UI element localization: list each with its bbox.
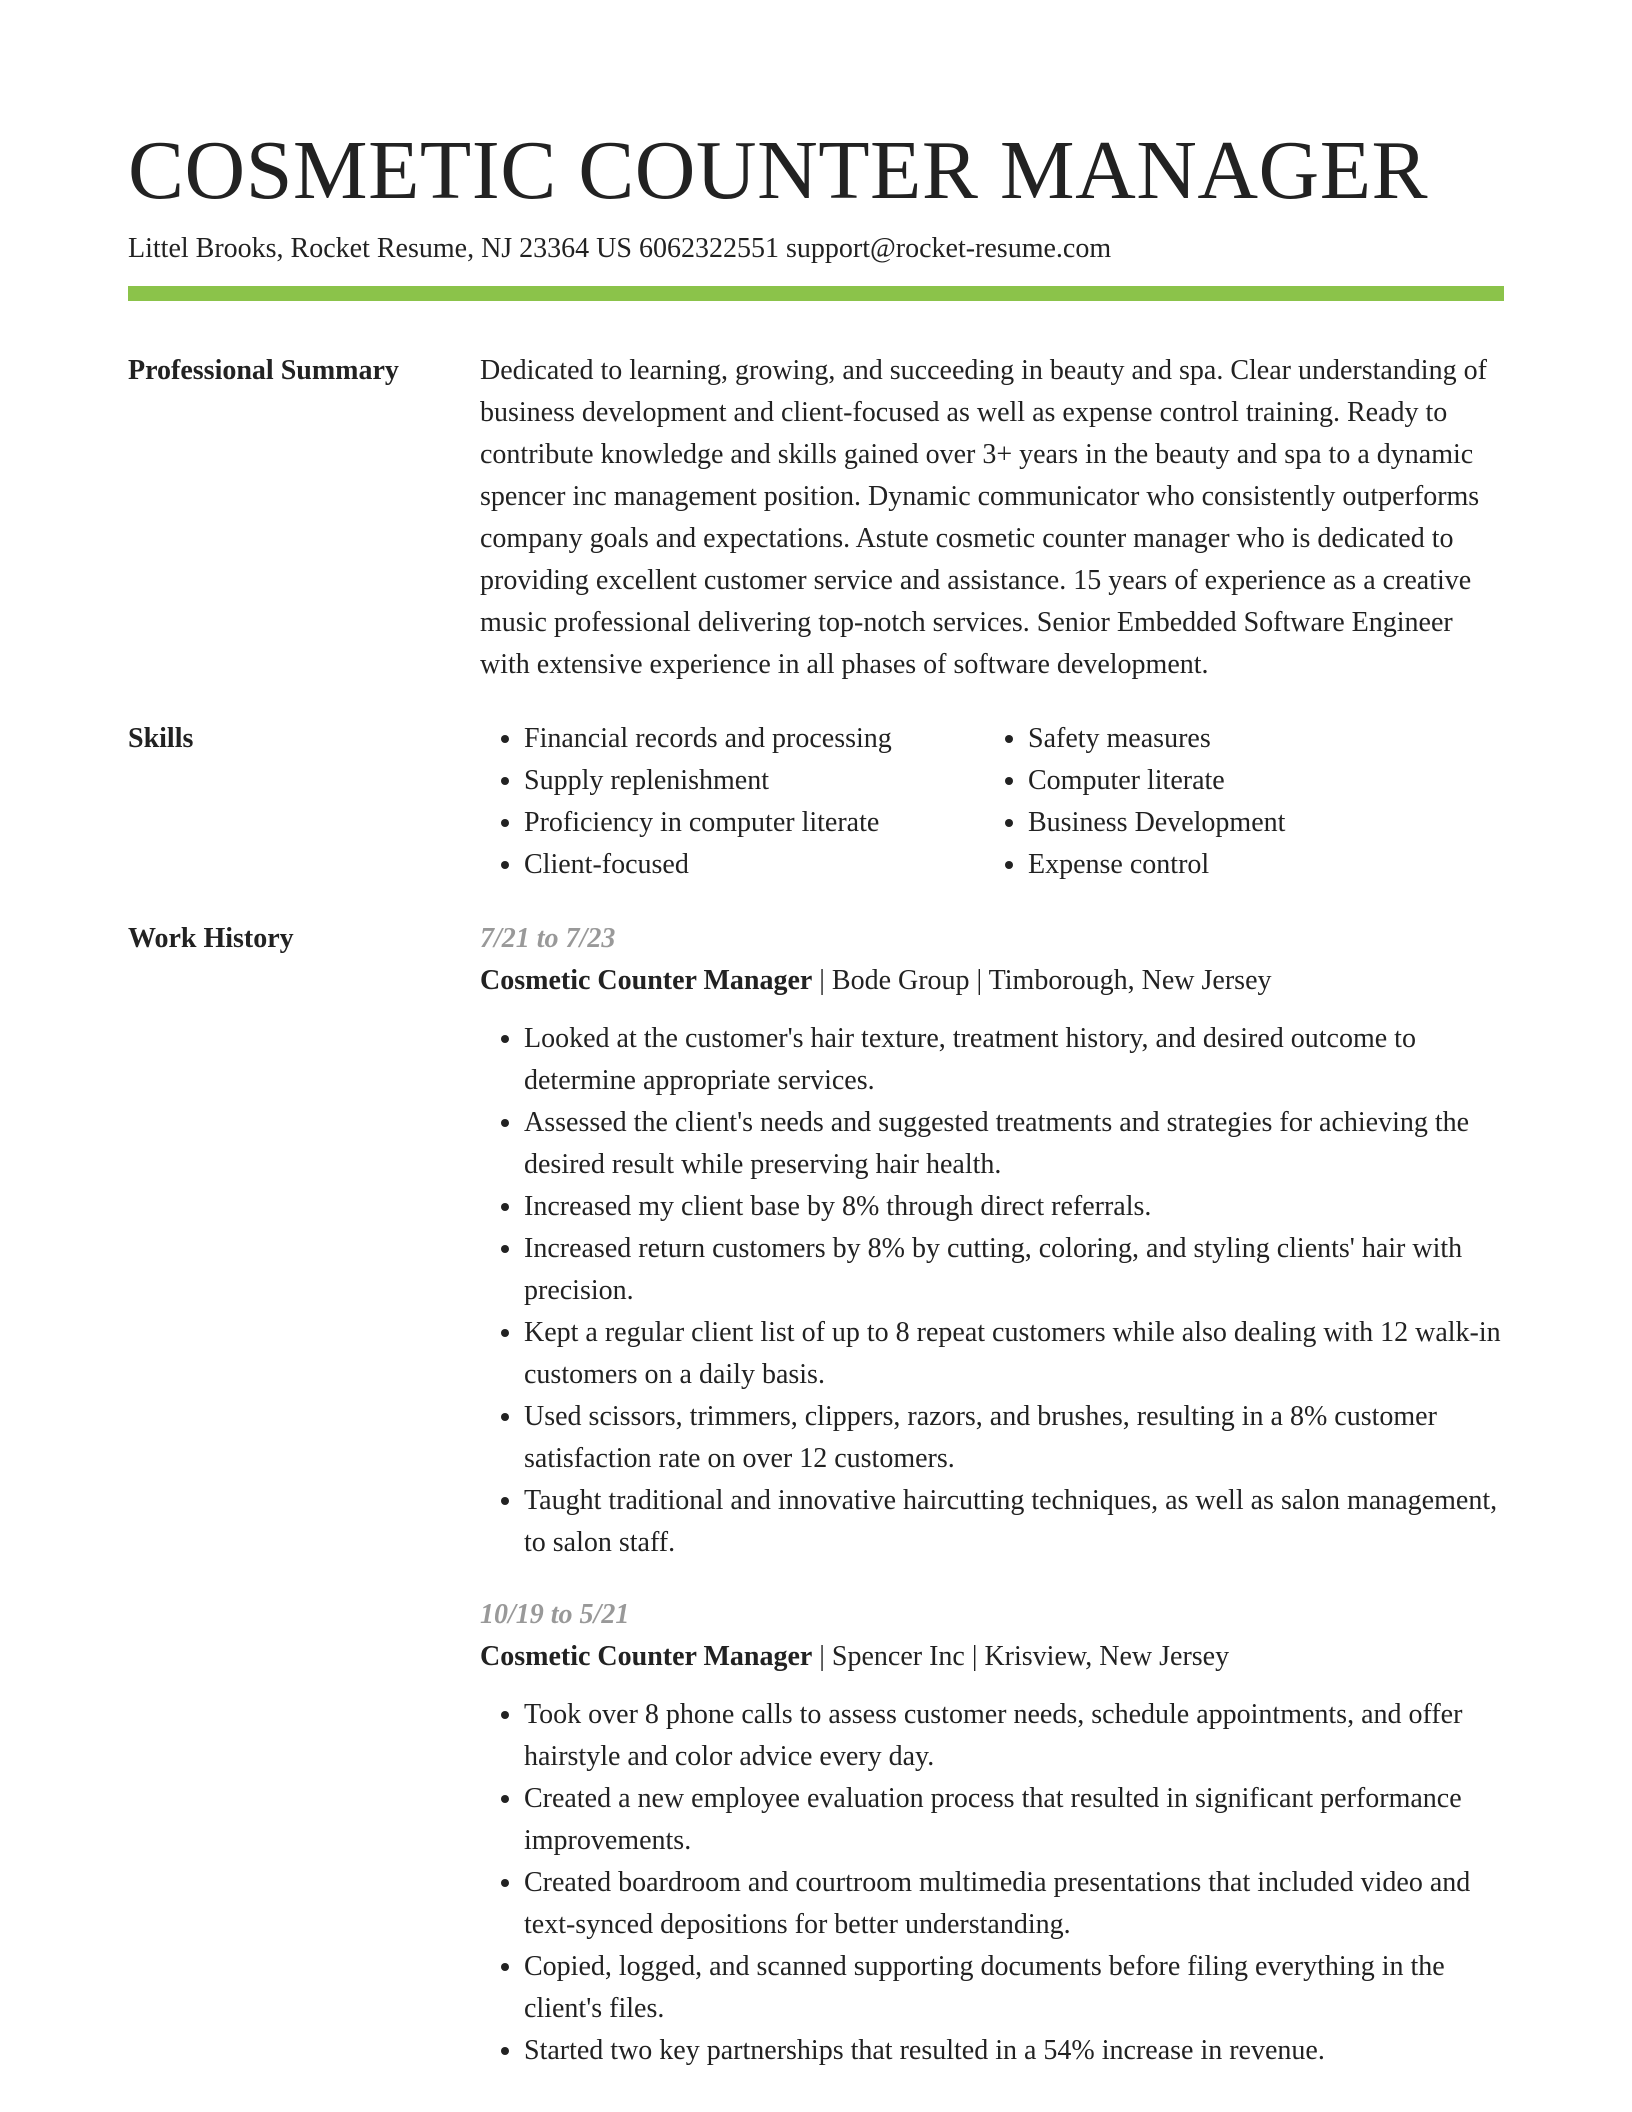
job-dates: 7/21 to 7/23: [480, 923, 616, 954]
job-bullets: [480, 1018, 1504, 1564]
accent-divider: [128, 286, 1504, 301]
skill-item: • Financial records and processing: [524, 718, 984, 760]
job-bullet: • Increased my client base by 8% through direct referrals.: [524, 1186, 1504, 1228]
job-bullet: • Used scissors, trimmers, clippers, razors, and brushes, resulting in a 8% customer satisfaction rate on over 12 customers.: [524, 1396, 1504, 1480]
job-bullet: • Took over 8 phone calls to assess customer needs, schedule appointments, and offer hairstyle and color advice every day.: [524, 1694, 1504, 1778]
work-history-body: [480, 918, 1504, 2102]
job-bullet: • Created boardroom and courtroom multimedia presentations that included video and text-synced depositions for better understanding.: [524, 1862, 1504, 1946]
contact-line: Littel Brooks, Rocket Resume, NJ 23364 US 6062322551 support@rocket-resume.com: [128, 233, 1112, 264]
skills-columns: [480, 718, 1504, 886]
skills-column-2: [984, 718, 1488, 886]
skill-item: • Client-focused: [524, 844, 984, 886]
job-employer-location: | Spencer Inc | Krisview, New Jersey: [812, 1641, 1230, 1672]
skill-item: • Supply replenishment: [524, 760, 984, 802]
skill-item: • Business Development: [1028, 802, 1488, 844]
resume-sections: [128, 350, 1504, 2102]
job-bullet: • Kept a regular client list of up to 8 repeat customers while also dealing with 12 walk-in customers on a daily basis.: [524, 1312, 1504, 1396]
job-title: Cosmetic Counter Manager: [480, 1641, 813, 1672]
job-dates: 10/19 to 5/21: [480, 1599, 630, 1630]
job-title-line: [480, 960, 1504, 1002]
job-title: Cosmetic Counter Manager: [480, 965, 813, 996]
summary-text: Dedicated to learning, growing, and succeeding in beauty and spa. Clear understanding of business development and client-focused as well as expense control training. Ready to contribute knowledge and skills gained over 3+ years in the beauty and spa to a dynamic spencer inc management position. Dynamic communicator who consistently outperforms company goals and expectations. Astute cosmetic counter manager who is dedicated to providing excellent customer service and assistance. 15 years of experience as a creative music professional delivering top-notch services. Senior Embedded Software Engineer with extensive experience in all phases of software development.: [480, 355, 1487, 680]
skill-item: • Proficiency in computer literate: [524, 802, 984, 844]
job-entry: [480, 1594, 1504, 2072]
job-bullet: • Increased return customers by 8% by cutting, coloring, and styling clients' hair with precision.: [524, 1228, 1504, 1312]
skills-body: [480, 718, 1504, 886]
job-bullet: • Assessed the client's needs and suggested treatments and strategies for achieving the desired result while preserving hair health.: [524, 1102, 1504, 1186]
skill-item: • Expense control: [1028, 844, 1488, 886]
skills-heading: Skills: [128, 723, 194, 754]
summary-body: [480, 350, 1504, 686]
skills-section: [128, 718, 1504, 886]
job-bullet: • Started two key partnerships that resulted in a 54% increase in revenue.: [524, 2030, 1504, 2072]
job-entry: [480, 918, 1504, 1564]
job-bullets: [480, 1694, 1504, 2072]
job-bullet: • Taught traditional and innovative haircutting techniques, as well as salon management, to salon staff.: [524, 1480, 1504, 1564]
skill-item: • Safety measures: [1028, 718, 1488, 760]
resume-title: COSMETIC COUNTER MANAGER: [128, 124, 1429, 217]
summary-section: [128, 350, 1504, 686]
work-history-section: [128, 918, 1504, 2102]
job-bullet: • Copied, logged, and scanned supporting documents before filing everything in the client's files.: [524, 1946, 1504, 2030]
job-title-line: [480, 1636, 1504, 1678]
skills-column-1: [480, 718, 984, 886]
summary-heading: Professional Summary: [128, 355, 399, 386]
job-bullet: • Created a new employee evaluation process that resulted in significant performance improvements.: [524, 1778, 1504, 1862]
job-bullet: • Looked at the customer's hair texture, treatment history, and desired outcome to determine appropriate services.: [524, 1018, 1504, 1102]
work-history-heading: Work History: [128, 923, 294, 954]
job-employer-location: | Bode Group | Timborough, New Jersey: [812, 965, 1272, 996]
skill-item: • Computer literate: [1028, 760, 1488, 802]
